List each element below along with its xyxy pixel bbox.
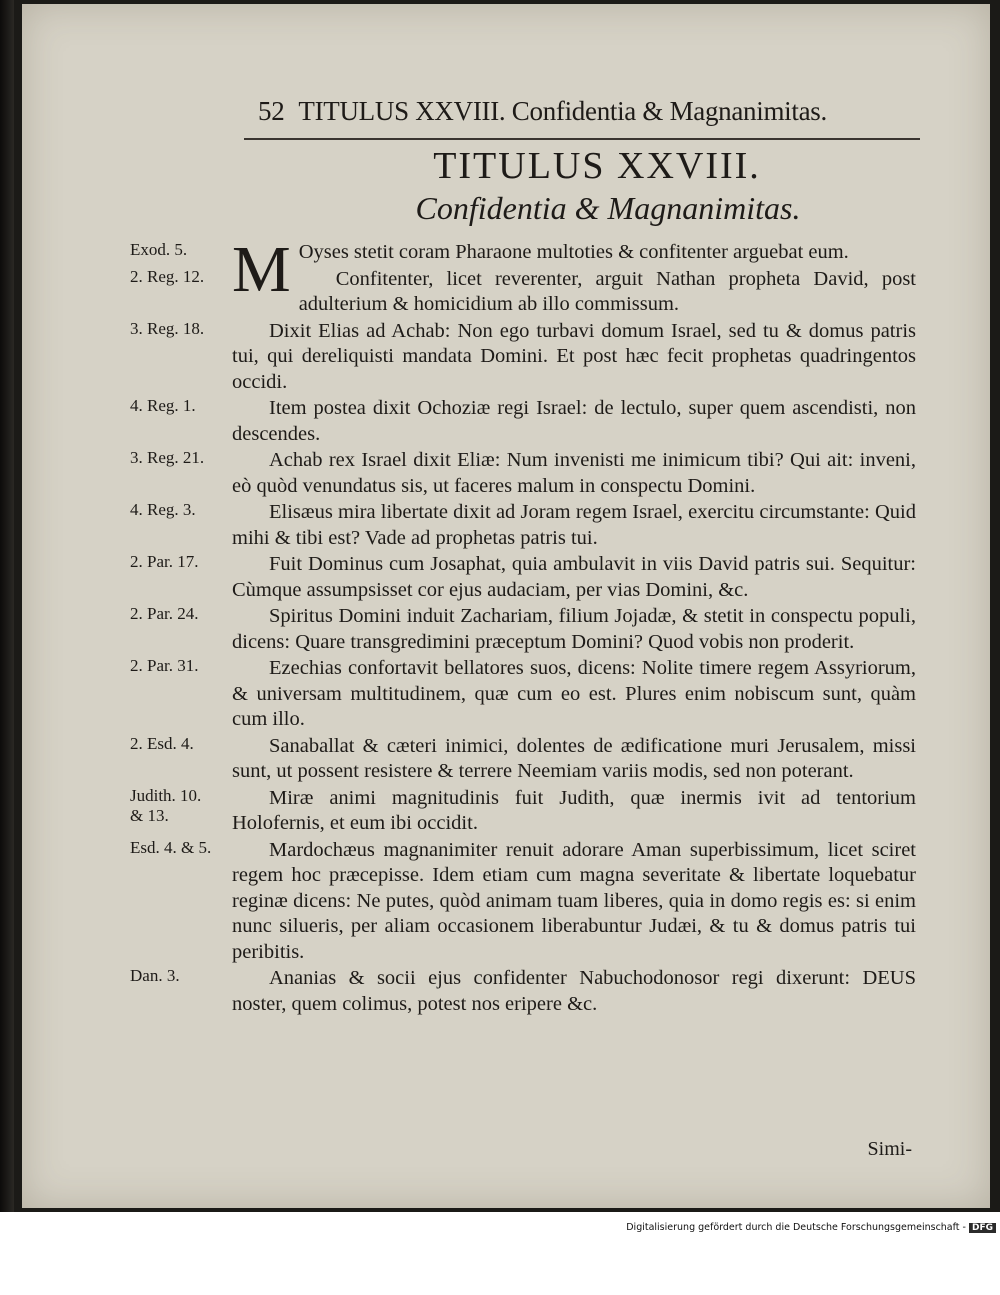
entry-text xyxy=(232,786,916,837)
entry-text xyxy=(232,966,916,1017)
entry-body: Spiritus Domini induit Zachariam, filium Jojadæ, & stetit in conspectu populi, dicens: Quare transgredimini præceptum Domini? Quod vobis non proderit. xyxy=(232,605,916,653)
entries-list xyxy=(0,233,1000,1017)
footer-credit: Digitalisierung gefördert durch die Deutsche Forschungsgemeinschaft - xyxy=(626,1222,966,1233)
running-head xyxy=(258,96,922,127)
chapter-title: TITULUS XXVIII. xyxy=(433,145,761,187)
catchword: Simi- xyxy=(867,1138,912,1160)
entry-text xyxy=(232,396,916,447)
margin-reference: Esd. 4. & 5. xyxy=(130,837,212,857)
entry-text xyxy=(232,656,916,733)
entry-body: Oyses stetit coram Pharaone multoties & confitenter arguebat eum. xyxy=(298,241,849,263)
entry-body: Elisæus mira libertate dixit ad Joram regem Israel, exercitu circumstante: Quid mihi & tibi est? Vade ad prophetas patris tui. xyxy=(232,501,916,549)
header-rule xyxy=(244,138,920,140)
scripture-entry xyxy=(0,267,1000,318)
title-block xyxy=(240,144,920,228)
entry-body: Miræ animi magnitudinis fuit Judith, quæ inermis ivit ad tentorium Holofernis, et eum ibi occidit. xyxy=(232,786,916,834)
entry-text xyxy=(232,604,916,655)
margin-reference: 4. Reg. 1. xyxy=(130,396,196,415)
entry-text xyxy=(232,500,916,551)
scripture-entry xyxy=(0,319,1000,396)
entry-body: Ezechias confortavit bellatores suos, dicens: Nolite timere regem Assyriorum, & universam multitudinem, quæ cum eo est. Plures enim nobiscum sunt, quàm cum illo. xyxy=(232,657,916,730)
drop-cap: M xyxy=(232,233,291,306)
entry-body: Item postea dixit Ochoziæ regi Israel: de lectulo, super quem ascendisti, non descendes. xyxy=(232,397,916,445)
scripture-entry xyxy=(0,604,1000,655)
scripture-entry xyxy=(0,734,1000,785)
entry-body: Confitenter, licet reverenter, arguit Nathan propheta David, post adulterium & homicidium ab illo commissum. xyxy=(298,267,916,315)
entry-body: Mardochæus magnanimiter renuit adorare Aman superbissimum, licet sciret regem hoc præcepisse. Idem etiam cum magna severitate & libertate loquebatur reginæ dicens: Ne putes, quòd animam tuam liberes, quia in domo regis es: si enim nunc silueris, per aliam occasionem liberabuntur Judæi, & tu & domus patris tui peribitis. xyxy=(232,838,916,963)
margin-reference: 2. Reg. 12. xyxy=(130,266,205,286)
margin-reference: Dan. 3. xyxy=(130,966,180,985)
margin-reference: 2. Esd. 4. xyxy=(130,733,194,753)
entry-text xyxy=(232,267,916,318)
margin-reference: Exod. 5. xyxy=(130,240,188,259)
entry-body: Achab rex Israel dixit Eliæ: Num invenisti me inimicum tibi? Qui ait: inveni, eò quòd venundatus sis, ut faceres malum in conspectu Domini. xyxy=(232,449,916,497)
scripture-entry xyxy=(0,396,1000,447)
entry-text xyxy=(232,319,916,396)
scripture-entry xyxy=(0,656,1000,733)
entry-text xyxy=(232,552,916,603)
margin-reference: 4. Reg. 3. xyxy=(130,500,196,519)
margin-reference: 2. Par. 17. xyxy=(130,552,199,571)
entry-text xyxy=(232,734,916,785)
dfg-logo-icon: DFG xyxy=(969,1223,996,1233)
entry-text xyxy=(232,838,916,966)
margin-reference: 3. Reg. 21. xyxy=(130,448,205,467)
scripture-entry xyxy=(0,838,1000,966)
scripture-entry xyxy=(0,966,1000,1017)
running-head-text: TITULUS XXVIII. Confidentia & Magnanimitas. xyxy=(298,96,827,126)
chapter-subtitle: Confidentia & Magnanimitas. xyxy=(415,190,801,226)
entry-text xyxy=(232,448,916,499)
margin-reference: Judith. 10. & 13. xyxy=(130,785,202,825)
scripture-entry xyxy=(0,448,1000,499)
digitization-footer xyxy=(0,1222,996,1233)
scripture-entry xyxy=(0,786,1000,837)
entry-body: Fuit Dominus cum Josaphat, quia ambulavit in viis David patris sui. Sequitur: Cùmque assumpsisset cor ejus audaciam, per vias Domini, &c. xyxy=(232,553,916,601)
entry-body: Ananias & socii ejus confidenter Nabuchodonosor regi dixerunt: DEUS noster, quem colimus, potest nos eripere &c. xyxy=(232,967,916,1015)
entry-body: Sanaballat & cæteri inimici, dolentes de ædificatione muri Jerusalem, missi sunt, ut possent resistere & terrere Neemiam variis modis, sed non poterant. xyxy=(232,734,916,782)
scripture-entry xyxy=(0,500,1000,551)
page-number: 52 xyxy=(258,96,285,126)
scripture-entry xyxy=(0,552,1000,603)
margin-reference: 2. Par. 24. xyxy=(130,604,199,623)
entry-body: Dixit Elias ad Achab: Non ego turbavi domum Israel, sed tu & domus patris tui, qui dereliquisti mandata Domini. Et post hæc fecit prophetas quadringentos occidi. xyxy=(232,319,916,393)
margin-reference: 3. Reg. 18. xyxy=(130,318,205,338)
margin-reference: 2. Par. 31. xyxy=(130,656,199,675)
